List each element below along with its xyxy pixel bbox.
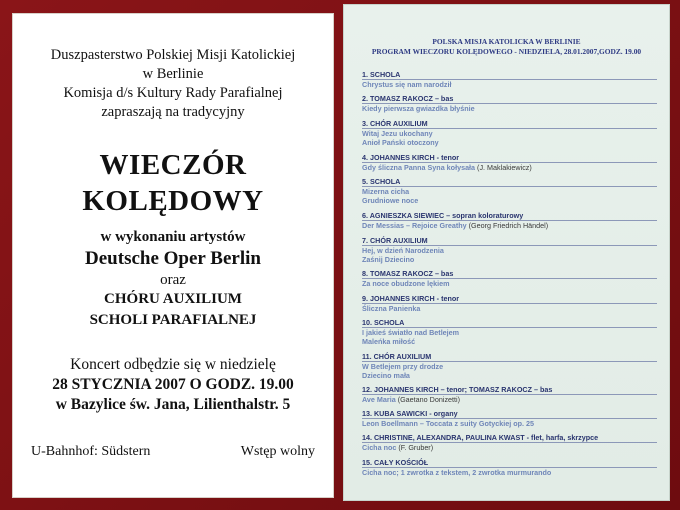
program-performer: 3. CHÓR AUXILIUM	[362, 119, 428, 128]
program-piece	[362, 129, 662, 138]
piece-title: Leon Boellmann – Toccata z suity Gotyckiej op. 25	[362, 419, 535, 428]
program-item	[362, 119, 662, 147]
piece-composer: (Georg Friedrich Händel)	[466, 221, 549, 230]
program-item	[362, 269, 662, 288]
program-item	[362, 433, 662, 452]
piece-title: Maleńka miłość	[362, 337, 416, 346]
program-performer: 4. JOHANNES KIRCH - tenor	[362, 153, 460, 162]
program-item	[362, 458, 662, 477]
program-performer: 11. CHÓR AUXILIUM	[362, 352, 432, 361]
piece-title: Mizerna cicha	[362, 187, 410, 196]
program-piece	[362, 395, 662, 404]
performers-block	[13, 227, 333, 331]
program-item	[362, 352, 662, 380]
program-piece	[362, 221, 662, 230]
performers-schola: SCHOLI PARAFIALNEJ	[89, 312, 257, 328]
program-divider	[362, 220, 657, 221]
performers-and: oraz	[160, 272, 186, 288]
program-performer: 13. KUBA SAWICKI - organy	[362, 409, 458, 418]
performers-intro: w wykonaniu artystów	[100, 229, 246, 245]
program-divider	[362, 103, 657, 104]
organizer-line: Komisja d/s Kultury Rady Parafialnej	[63, 85, 283, 101]
program-performer: 15. CAŁY KOŚCIÓŁ	[362, 458, 429, 467]
program-performer: 14. CHRISTINE, ALEXANDRA, PAULINA KWAST - flet, harfa, skrzypce	[362, 433, 599, 442]
performers-choir: CHÓRU AUXILIUM	[104, 291, 242, 307]
piece-title: Cicha noc; 1 zwrotka z tekstem, 2 zwrotka murmurando	[362, 468, 552, 477]
program-piece	[362, 80, 662, 89]
invitation-poster	[13, 14, 333, 497]
program-piece	[362, 304, 662, 313]
program-item	[362, 409, 662, 428]
piece-title: Der Messias – Rejoice Greathy	[362, 221, 467, 230]
program-item	[362, 211, 662, 230]
program-divider	[362, 278, 657, 279]
program-divider	[362, 245, 657, 246]
program-performer: 6. AGNIESZKA SIEWIEC – sopran koloraturowy	[362, 211, 524, 220]
program-performer: 12. JOHANNES KIRCH – tenor; TOMASZ RAKOCZ – bas	[362, 385, 553, 394]
program-piece	[362, 246, 662, 255]
program-piece	[362, 362, 662, 371]
piece-title: Witaj Jezu ukochany	[362, 129, 433, 138]
program-divider	[362, 128, 657, 129]
program-divider	[362, 162, 657, 163]
piece-title: Anioł Pański otoczony	[362, 138, 439, 147]
event-title-line: KOLĘDOWY	[82, 185, 264, 217]
program-performer: 7. CHÓR AUXILIUM	[362, 236, 428, 245]
piece-title: W Betlejem przy drodze	[362, 362, 444, 371]
transit-info: U-Bahnhof: Südstern	[31, 444, 151, 459]
program-performer: 8. TOMASZ RAKOCZ – bas	[362, 269, 454, 278]
performers-main: Deutsche Oper Berlin	[85, 248, 261, 269]
program-divider	[362, 394, 657, 395]
piece-title: I jakieś światło nad Betlejem	[362, 328, 460, 337]
organizer-line: Duszpasterstwo Polskiej Misji Katolickiej	[50, 47, 296, 63]
program-piece	[362, 279, 662, 288]
program-header-org: POLSKA MISJA KATOLICKA W BERLINIE	[432, 37, 581, 46]
program-sheet	[344, 5, 669, 500]
piece-title: Grudniowe noce	[362, 196, 419, 205]
admission-info: Wstęp wolny	[240, 444, 315, 459]
program-header-title: PROGRAM WIECZORU KOLĘDOWEGO - NIEDZIELA, 28.01.2007,GODZ. 19.00	[371, 47, 642, 56]
concert-place: w Bazylice św. Jana, Lilienthalstr. 5	[55, 396, 291, 413]
piece-composer: (F. Gruber)	[396, 443, 434, 452]
piece-title: Dziecino mała	[362, 371, 410, 380]
program-performer: 9. JOHANNES KIRCH - tenor	[362, 294, 460, 303]
concert-intro: Koncert odbędzie się w niedzielę	[70, 356, 276, 373]
piece-title: Chrystus się nam narodził	[362, 80, 452, 89]
piece-title: Ave Maria	[362, 395, 396, 404]
program-piece	[362, 371, 662, 380]
event-title	[13, 147, 333, 219]
concert-date: 28 STYCZNIA 2007 O GODZ. 19.00	[52, 376, 294, 393]
program-item	[362, 153, 662, 172]
program-divider	[362, 442, 657, 443]
program-item	[362, 318, 662, 346]
piece-title: Zaśnij Dziecino	[362, 255, 415, 264]
program-item	[362, 236, 662, 264]
organizer-block	[13, 46, 333, 122]
program-piece	[362, 163, 662, 172]
program-item	[362, 177, 662, 205]
program-divider	[362, 186, 657, 187]
program-piece	[362, 419, 662, 428]
piece-title: Hej, w dzień Narodzenia	[362, 246, 444, 255]
piece-title: Za noce obudzone lękiem	[362, 279, 450, 288]
piece-composer: (J. Maklakiewicz)	[475, 163, 532, 172]
piece-title: Śliczna Panienka	[362, 304, 421, 313]
program-piece	[362, 328, 662, 337]
program-piece	[362, 104, 662, 113]
program-piece	[362, 187, 662, 196]
program-item	[362, 94, 662, 113]
program-divider	[362, 418, 657, 419]
organizer-line: w Berlinie	[142, 66, 204, 82]
program-divider	[362, 79, 657, 80]
program-item	[362, 294, 662, 313]
program-divider	[362, 303, 657, 304]
program-piece	[362, 337, 662, 346]
program-item	[362, 70, 662, 89]
program-divider	[362, 467, 657, 468]
program-item	[362, 385, 662, 404]
program-performer: 10. SCHOLA	[362, 318, 405, 327]
organizer-line: zapraszają na tradycyjny	[101, 104, 245, 120]
program-piece	[362, 196, 662, 205]
program-divider	[362, 361, 657, 362]
event-title-line: WIECZÓR	[99, 149, 247, 181]
piece-composer: (Gaetano Donizetti)	[395, 395, 461, 404]
piece-title: Gdy śliczna Panna Syna kołysała	[362, 163, 476, 172]
piece-title: Kiedy pierwsza gwiazdka błyśnie	[362, 104, 475, 113]
program-piece	[362, 138, 662, 147]
program-piece	[362, 255, 662, 264]
program-performer: 2. TOMASZ RAKOCZ – bas	[362, 94, 454, 103]
poster-footer	[31, 444, 315, 460]
program-performer: 5. SCHOLA	[362, 177, 401, 186]
program-piece	[362, 468, 662, 477]
program-piece	[362, 443, 662, 452]
program-divider	[362, 327, 657, 328]
piece-title: Cicha noc	[362, 443, 397, 452]
concert-info	[13, 355, 333, 415]
program-performer: 1. SCHOLA	[362, 70, 401, 79]
